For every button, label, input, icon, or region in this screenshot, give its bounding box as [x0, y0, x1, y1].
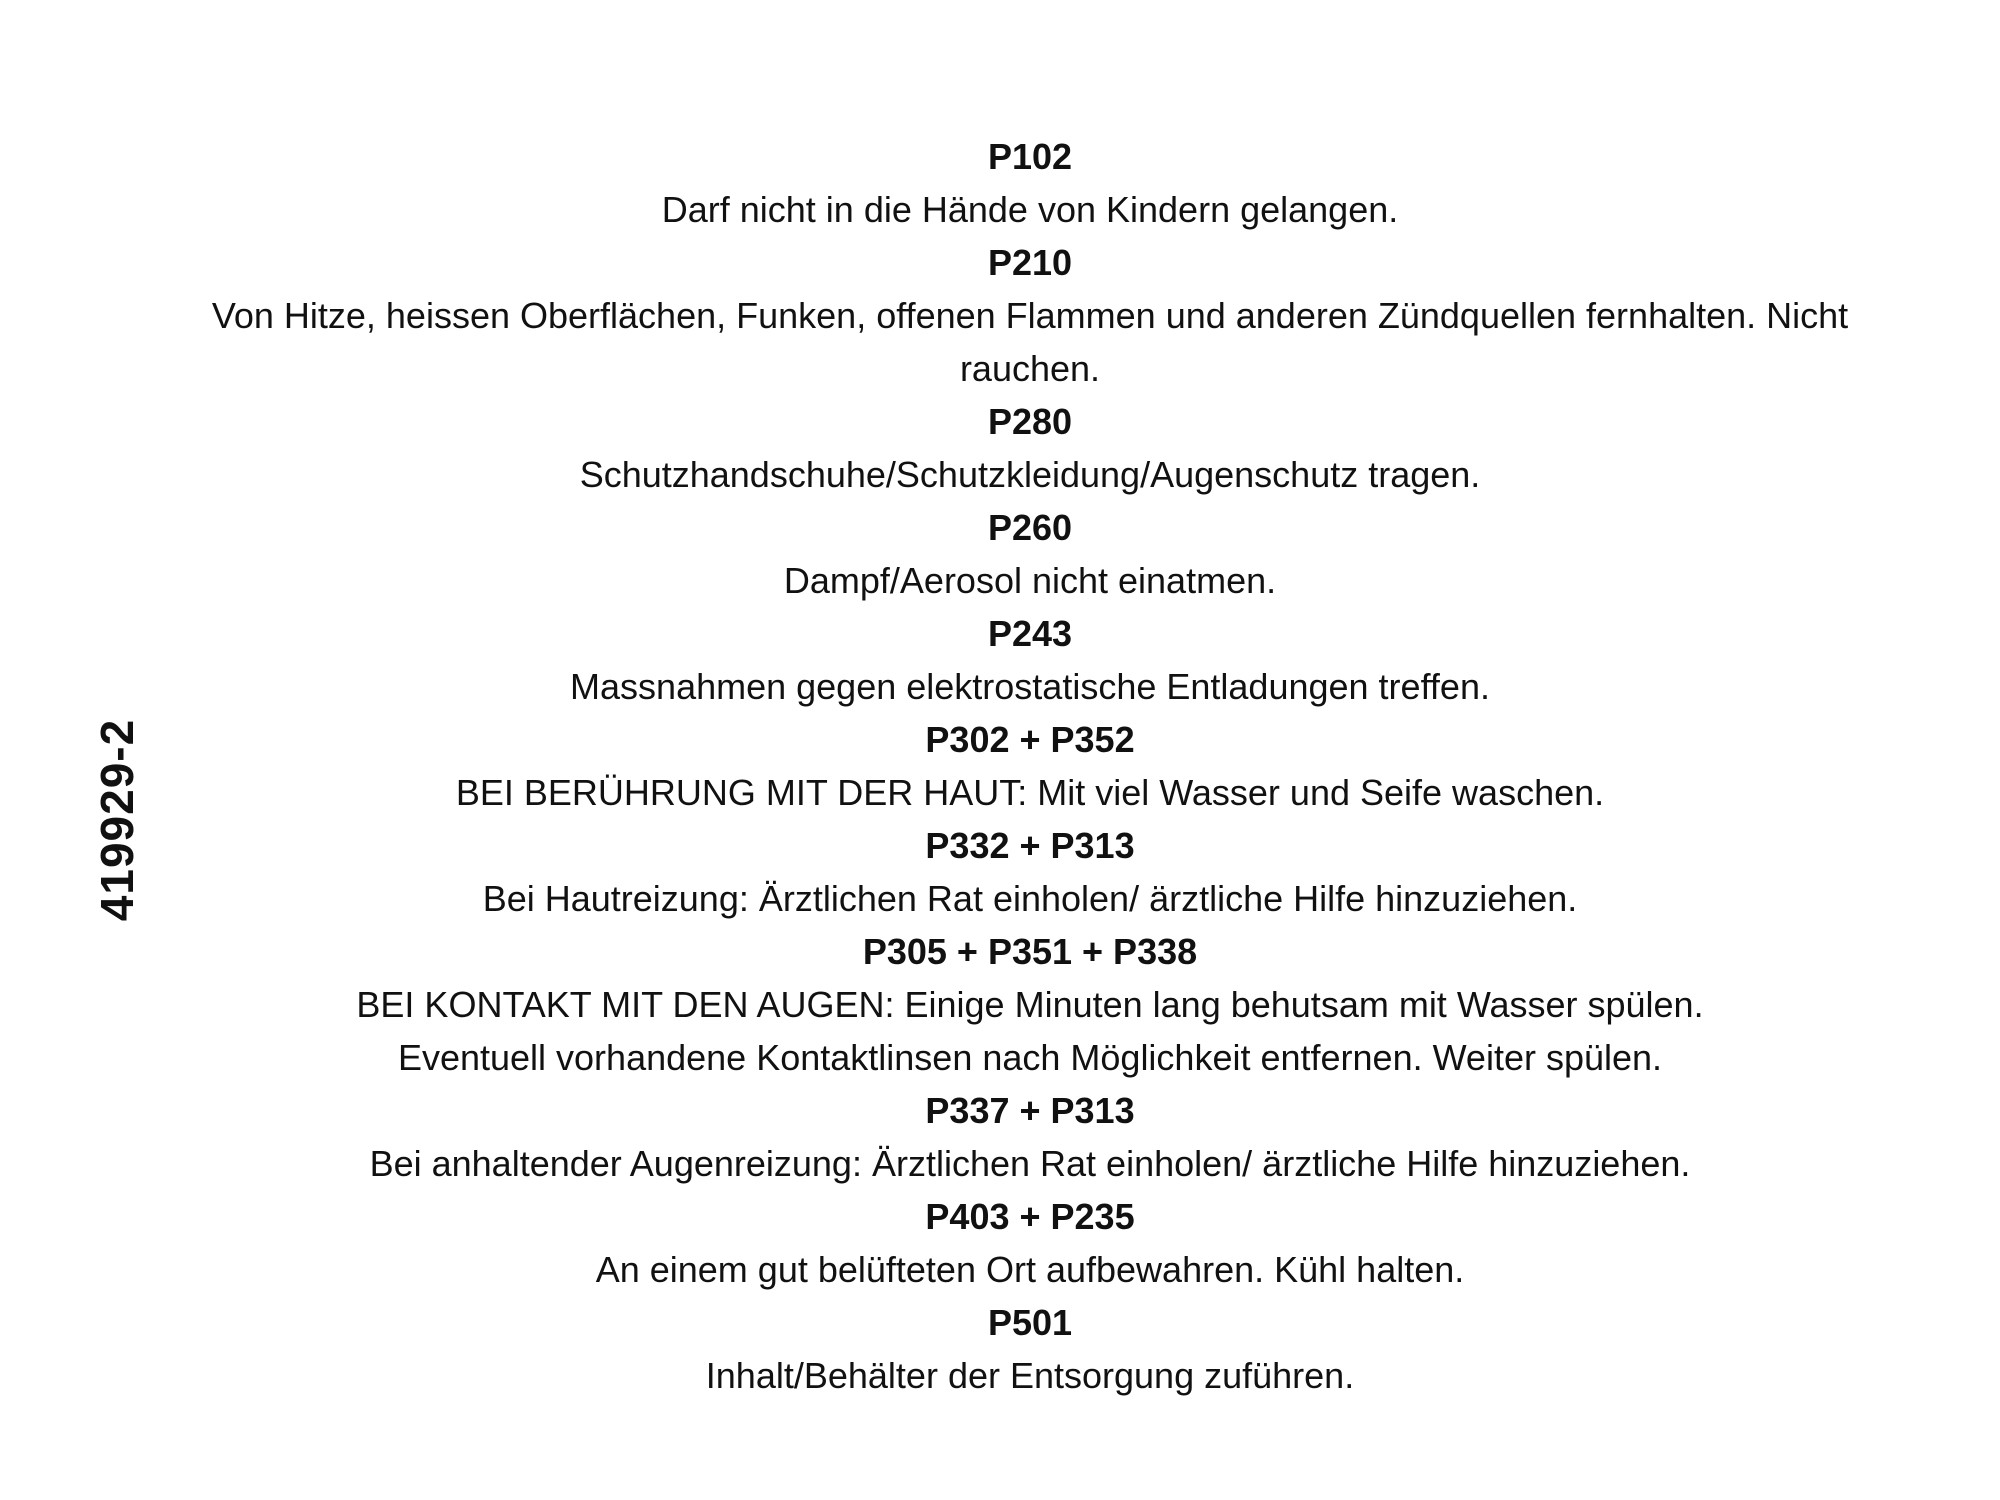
statement-text: BEI KONTAKT MIT DEN AUGEN: Einige Minuten lang behutsam mit Wasser spülen. Eventuell vorhandene Kontaktlinsen nach Möglichkeit entfernen. Weiter spülen. [356, 984, 1704, 1078]
statement-p280 [140, 395, 1920, 501]
statement-p337-p313 [140, 1084, 1920, 1190]
statement-code: P332 + P313 [925, 825, 1135, 866]
statement-text: Dampf/Aerosol nicht einatmen. [783, 560, 1277, 601]
statement-code: P243 [987, 613, 1073, 654]
statement-code: P260 [987, 507, 1073, 548]
statement-p302-p352 [140, 713, 1920, 819]
statement-text: Bei Hautreizung: Ärztlichen Rat einholen/ ärztliche Hilfe hinzuziehen. [482, 878, 1578, 919]
statement-text: Darf nicht in die Hände von Kindern gelangen. [661, 189, 1399, 230]
statement-p260 [140, 501, 1920, 607]
statement-p403-p235 [140, 1190, 1920, 1296]
statement-p210 [140, 236, 1920, 395]
statement-code: P337 + P313 [925, 1090, 1135, 1131]
statement-text: BEI BERÜHRUNG MIT DER HAUT: Mit viel Wasser und Seife waschen. [455, 772, 1605, 813]
statement-text: Inhalt/Behälter der Entsorgung zuführen. [705, 1355, 1355, 1396]
statement-text: Massnahmen gegen elektrostatische Entladungen treffen. [570, 666, 1490, 707]
statement-text: Bei anhaltender Augenreizung: Ärztlichen Rat einholen/ ärztliche Hilfe hinzuziehen. [369, 1143, 1691, 1184]
statement-code: P302 + P352 [925, 719, 1135, 760]
statement-p102 [140, 130, 1920, 236]
label-id: 419929-2 [91, 718, 143, 922]
statement-code: P210 [987, 242, 1073, 283]
statement-p305-p351-p338 [140, 925, 1920, 1084]
precautionary-statements-list [140, 130, 1920, 1402]
statement-text: An einem gut belüfteten Ort aufbewahren. Kühl halten. [595, 1249, 1465, 1290]
statement-p332-p313 [140, 819, 1920, 925]
statement-text: Von Hitze, heissen Oberflächen, Funken, offenen Flammen und anderen Zündquellen fernhalten. Nicht rauchen. [211, 295, 1849, 389]
statement-code: P280 [987, 401, 1073, 442]
statement-text: Schutzhandschuhe/Schutzkleidung/Augenschutz tragen. [579, 454, 1481, 495]
statement-code: P305 + P351 + P338 [862, 931, 1198, 972]
statement-p243 [140, 607, 1920, 713]
statement-p501 [140, 1296, 1920, 1402]
statement-code: P403 + P235 [925, 1196, 1135, 1237]
statement-code: P501 [987, 1302, 1073, 1343]
statement-code: P102 [987, 136, 1073, 177]
